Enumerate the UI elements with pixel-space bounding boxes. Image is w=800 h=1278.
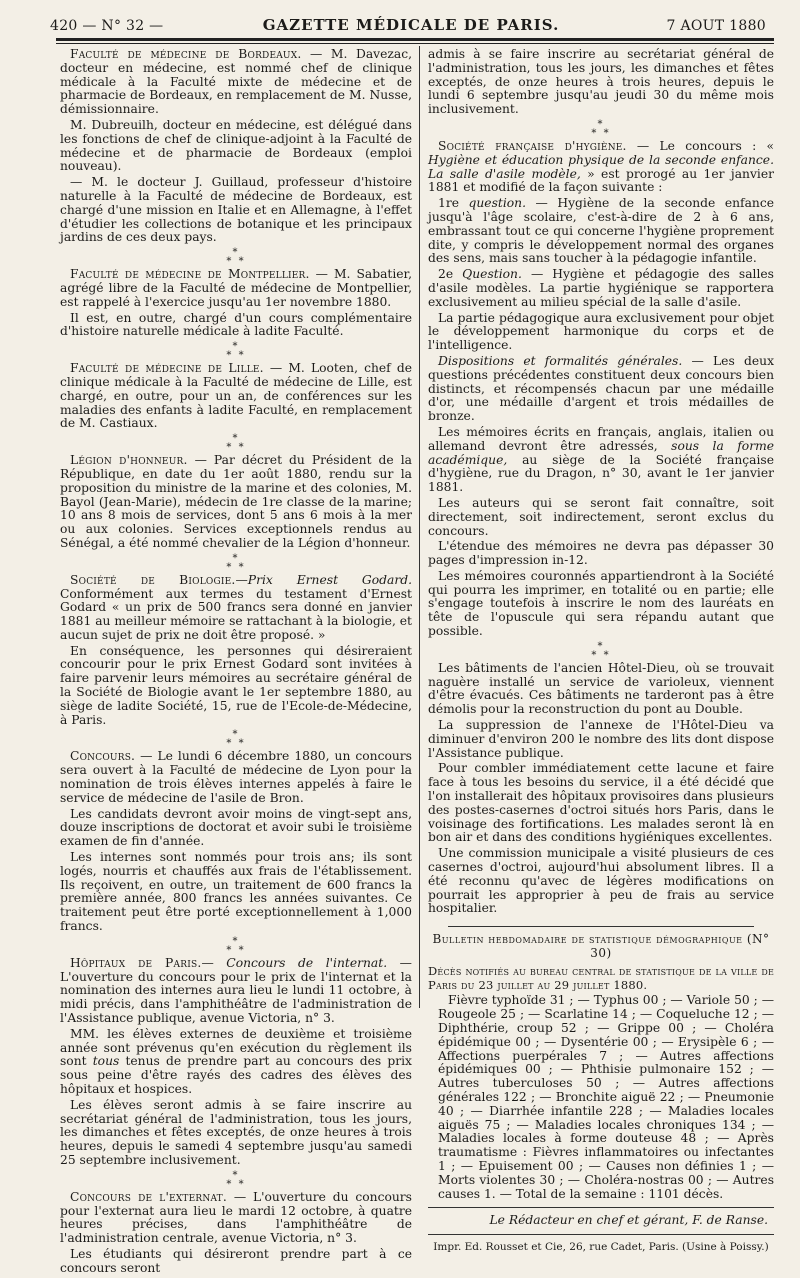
paragraph: Les étudiants qui désireront prendre part à ce concours seront xyxy=(60,1246,412,1275)
header-rule-thin xyxy=(56,43,774,44)
paragraph-text: — M. Sabatier, agrégé libre de la Faculté de médecine de Montpellier, est rappelé à l'exercice jusqu'au 1er novembre 1880. xyxy=(60,267,412,309)
paragraph: Les auteurs qui se seront fait connaître, soit directement, soit indirectement, seront exclus du concours. xyxy=(428,495,774,538)
question-number: 2e xyxy=(438,267,463,282)
paragraph: M. Dubreuilh, docteur en médecine, est délégué dans les fonctions de chef de clinique-adjoint à la Faculté de médecine et de pharmacie de Bordeaux (emploi nouveau). xyxy=(60,117,412,174)
section-heading: Société française d'hygiène. xyxy=(438,138,627,153)
paragraph-text: — Le concours : « xyxy=(626,138,775,153)
section-heading: Faculté de médecine de Lille. xyxy=(70,361,264,376)
paragraph: En conséquence, les personnes qui désireraient concourir pour le prix Ernest Godard sont invitées à faire parvenir leurs mémoires au secrétaire général de la Société de Biologie avant le 1er septembre 1880, au siège de ladite Société, 15, rue de l'Ecole-de-Médecine, à Paris. xyxy=(60,643,412,727)
emphasis: tous xyxy=(92,1054,120,1069)
section-heading: Légion d'honneur. xyxy=(70,453,188,468)
section-heading: Concours. xyxy=(70,749,136,764)
paragraph: La suppression de l'annexe de l'Hôtel-Dieu va diminuer d'environ 200 le nombre des lits dont dispose l'Assistance publique. xyxy=(428,718,774,760)
paragraph-text: Conformément aux termes du testament d'Ernest Godard « un prix de 500 francs sera donné en janvier 1881 au meilleur mémoire se rattachant à la biologie, et aucun sujet de prix ne doit être proposé. » xyxy=(60,586,412,642)
page-header xyxy=(46,14,776,36)
article-legion xyxy=(60,454,412,551)
journal-title: GAZETTE MÉDICALE DE PARIS. xyxy=(262,16,560,34)
header-rule xyxy=(56,38,774,41)
paragraph-text: — Hygiène et pédagogie des salles d'asile modèles. La partie hygiénique se rapportera exclusivement au milieu spécial de la salle d'asile. xyxy=(428,267,774,309)
section-heading: Faculté de médecine de Montpellier. xyxy=(70,267,310,282)
section-heading: Faculté de médecine de Bordeaux. xyxy=(70,47,302,61)
bulletin-title: Bulletin hebdomadaire de statistique démographique (N° 30) xyxy=(432,932,770,961)
subheading: Dispositions et formalités générales. xyxy=(438,353,683,368)
paragraph: Pour combler immédiatement cette lacune et faire face à tous les besoins du service, il a été décidé que l'on installerait des hôpitaux provisoires dans plusieurs des postes-casernes d'octroi situés hors Paris, dans le voisinage des fortifications. Les malades seront là en bon air et dans des conditions hygiéniques excellentes. xyxy=(428,761,774,845)
paragraph-text: MM. les élèves externes de deuxième et troisième année sont prévenus qu'en exécution du règlement ils sont xyxy=(60,1026,412,1069)
article-lille xyxy=(60,362,412,431)
article-hopitaux xyxy=(60,957,412,1026)
paragraph xyxy=(60,1028,412,1097)
paragraph: Il est, en outre, chargé d'un cours complémentaire d'histoire naturelle médicale à ladite Faculté. xyxy=(60,310,412,339)
subheading: — Concours de l'internat. xyxy=(201,955,388,970)
article-biologie xyxy=(60,574,412,643)
paragraph-text: » est prorogé au 1er janvier 1881 et modifié de la façon suivante : xyxy=(428,166,774,195)
paragraph: L'étendue des mémoires ne devra pas dépasser 30 pages d'impression in-12. xyxy=(428,539,774,568)
paragraph: Les internes sont nommés pour trois ans; ils sont logés, nourris et chauffés aux frais de l'établissement. Ils reçoivent, en outre, un traitement de 600 francs la première année, 800 francs les années suivantes. Ce traitement peut être porté exceptionnellement à 1,000 francs. xyxy=(60,850,412,934)
paragraph-text: — Le lundi 6 décembre 1880, un concours sera ouvert à la Faculté de médecine de Lyon pour la nomination de trois élèves internes appelés à faire le service de médecine de l'asile de Bron. xyxy=(60,749,412,805)
asterism: * * * xyxy=(591,118,611,139)
paragraph-text: Les mémoires écrits en français, anglais, italien ou allemand devront être adressés, xyxy=(428,424,774,453)
left-column xyxy=(60,48,412,1278)
asterism: * * * xyxy=(226,552,246,573)
asterism: * * * xyxy=(226,935,246,956)
asterism: * * * xyxy=(226,247,246,268)
paragraph: admis à se faire inscrire au secrétariat général de l'administration, tous les jours, les dimanches et fêtes exceptés, de onze heures à trois heures, depuis le lundi 6 septembre jusqu'au jeudi 30 du même mois inclusivement. xyxy=(428,47,774,117)
footer-rule xyxy=(428,1234,774,1235)
imprint-line: Impr. Ed. Rousset et Cie, 26, rue Cadet, Paris. (Usine à Poissy.) xyxy=(433,1241,769,1254)
asterism: * * * xyxy=(591,640,611,661)
paragraph-text: — L'ouverture du concours pour l'externat aura lieu le mardi 12 octobre, à quatre heures précises, dans l'amphithéâtre de l'administration centrale, avenue Victoria, n° 3. xyxy=(60,1189,412,1246)
article-bordeaux xyxy=(60,48,412,117)
paragraph xyxy=(428,426,774,495)
paragraph-text: — M. Davezac, docteur en médecine, est nommé chef de clinique médicale à la Faculté mixte de médecine et de pharmacie de Bordeaux, en remplacement de M. Nusse, démissionnaire. xyxy=(60,47,413,117)
asterism: * * * xyxy=(226,1169,246,1190)
paragraph: La partie pédagogique aura exclusivement pour objet le développement harmonique du corps et de l'intelligence. xyxy=(428,310,774,353)
paragraph: Les candidats devront avoir moins de vingt-sept ans, douze inscriptions de doctorat et avoir subi le troisième examen de fin d'année. xyxy=(60,806,412,849)
prize-name: —Prix Ernest Godard. xyxy=(235,572,412,587)
asterism: * * * xyxy=(226,341,246,362)
paragraph xyxy=(428,268,774,309)
paragraph-text: au siège de la Société française d'hygiène, rue du Dragon, n° 30, avant le 1er janvier 1881. xyxy=(428,452,774,495)
column-divider xyxy=(419,46,420,1008)
paragraph-text: tenus de prendre part au concours des prix sous peine d'être rayés des cadres des élèves des hôpitaux et hospices. xyxy=(60,1054,412,1096)
article-externat xyxy=(60,1191,412,1246)
section-heading: Concours de l'externat. xyxy=(70,1189,227,1204)
paragraph: Les élèves seront admis à se faire inscrire au secrétariat général de l'administration, tous les jours, les dimanches et fêtes exceptés, de onze heures à trois heures, depuis le samedi 4 septembre jusqu'au samedi 25 septembre inclusivement. xyxy=(60,1097,412,1167)
asterism: * * * xyxy=(226,729,246,750)
paragraph: Les bâtiments de l'ancien Hôtel-Dieu, où se trouvait naguère installé un service de varioleux, viennent d'être évacués. Ces bâtiments ne tarderont pas à être démolis pour la reconstruction du pont au Double. xyxy=(428,660,774,717)
paragraph-text: — Les deux questions précédentes constituent deux concours bien distincts, et récompensés chacun par une médaille d'or, une médaille d'argent et trois médailles de bronze. xyxy=(428,353,774,424)
paragraph-text: — L'ouverture du concours pour le prix de l'internat et la nomination des internes aura lieu le lundi 11 octobre, à midi précis, dans l'amphithéâtre de l'administration de l'Assistance publique, avenue Victoria, n° 3. xyxy=(60,955,412,1026)
article-hygiene xyxy=(428,140,774,195)
paragraph: — M. le docteur J. Guillaud, professeur d'histoire naturelle à la Faculté de médecine de Bordeaux, est chargé d'une mission en Italie et en Allemagne, à l'effet d'étudier les collections de botanique et les principaux jardins de ces deux pays. xyxy=(60,175,412,245)
statistics-heading: Décès notifiés au bureau central de statistique de la ville de Paris du 23 juillet au 29 juillet 1880. xyxy=(428,963,774,992)
statistics-list: Fièvre typhoïde 31 ; — Typhus 00 ; — Variole 50 ; — Rougeole 25 ; — Scarlatine 14 ; — Coqueluche 12 ; — Diphthérie, croup 52 ; — Grippe 00 ; — Choléra épidémique 00 ; — Dysentérie 00 ; — Erysipèle 6 ; — Affections puerpérales 7 ; — Autres affections épidémiques 00 ; — Phthisie pulmonaire 152 ; — Autres tuberculoses 50 ; — Autres affections générales 122 ; — Bronchite aiguë 22 ; — Pneumonie 40 ; — Diarrhée infantile 228 ; — Maladies locales aiguës 75 ; — Maladies locales chroniques 134 ; — Maladies locales à forme douteuse 48 ; — Après traumatisme : Fièvres inflammatoires ou infectantes 1 ; — Epuisement 00 ; — Causes non définies 1 ; — Morts violentes 30 ; — Choléra-nostras 00 ; — Autres causes 1. — Total de la semaine : 1101 décès. xyxy=(438,993,774,1201)
paragraph: Une commission municipale a visité plusieurs de ces casernes d'octroi, aujourd'hui absolument libres. Il a été reconnu qu'avec de légères modifications on pourrait les approprier à peu de frais au service hospitalier. xyxy=(428,846,774,916)
asterism: * * * xyxy=(226,433,246,454)
paragraph xyxy=(428,355,774,424)
article-concours xyxy=(60,750,412,805)
emphasis: sous la forme académique, xyxy=(428,438,775,467)
article-montpellier xyxy=(60,268,412,309)
section-divider xyxy=(448,926,754,927)
footer-rule xyxy=(428,1207,774,1208)
section-heading: Hôpitaux de Paris. xyxy=(70,955,202,970)
page-number: 420 — N° 32 — xyxy=(50,18,164,34)
signature: Le Rédacteur en chef et gérant, F. de Ranse. xyxy=(489,1213,768,1228)
contest-title: Hygiène et éducation physique de la seconde enfance. La salle d'asile modèle, xyxy=(428,152,774,181)
paragraph xyxy=(428,197,774,266)
question-label: question. xyxy=(468,196,527,211)
question-label: Question. xyxy=(462,267,522,282)
question-number: 1re xyxy=(438,196,469,211)
paragraph-text: — Par décret du Président de la République, en date du 1er août 1880, rendu sur la proposition du ministre de la marine et des colonies, M. Bayol (Jean-Marie), médecin de 1re classe de la marine; 10 ans 8 mois de services, dont 5 ans 6 mois à la mer ou aux colonies. Services exceptionnels rendus au Sénégal, a été nommé chevalier de la Légion d'honneur. xyxy=(60,453,412,550)
paragraph: Les mémoires couronnés appartiendront à la Société qui pourra les imprimer, en totalité ou en partie; elle s'engage toutefois à inscrire le nom des lauréats en tête de l'opuscule qui sera répandu autant que possible. xyxy=(428,568,774,639)
issue-date: 7 AOUT 1880 xyxy=(666,18,766,34)
right-column xyxy=(428,48,774,1255)
paragraph-text: — Hygiène de la seconde enfance jusqu'à l'âge scolaire, c'est-à-dire de 2 à 6 ans, embrassant tout ce qui concerne l'hygiène proprement dite, y compris le développement normal des organes des sens, mais sans toucher à la pédagogie infantile. xyxy=(428,196,774,266)
section-heading: Société de Biologie. xyxy=(70,572,236,587)
paragraph-text: — M. Looten, chef de clinique médicale à la Faculté de médecine de Lille, est chargé, en outre, pour un an, de conférences sur les maladies des enfants à ladite Faculté, en remplacement de M. Castiaux. xyxy=(60,361,413,431)
